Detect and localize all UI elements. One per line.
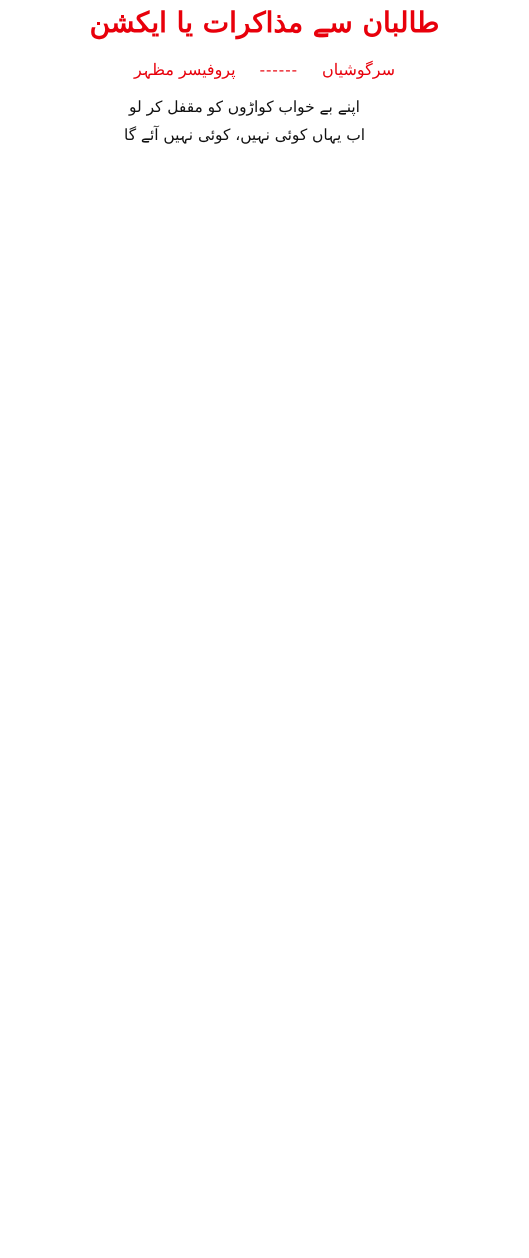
column-name: سرگوشیاں: [322, 60, 395, 79]
couplet-line-1: اپنے بے خواب کواڑوں کو مقفل کر لو: [129, 98, 360, 116]
article-body: [6, 94, 523, 1254]
byline-separator: ------: [259, 60, 299, 79]
byline: [130, 60, 399, 82]
couplet-line-2: اب یہاں کوئی نہیں، کوئی نہیں آئے گا: [124, 125, 365, 144]
paragraph-spacer: [6, 149, 523, 179]
article-title: طالبان سے مذاکرات یا ایکشن: [89, 6, 440, 39]
author-name: پروفیسر مظہر: [134, 60, 236, 79]
